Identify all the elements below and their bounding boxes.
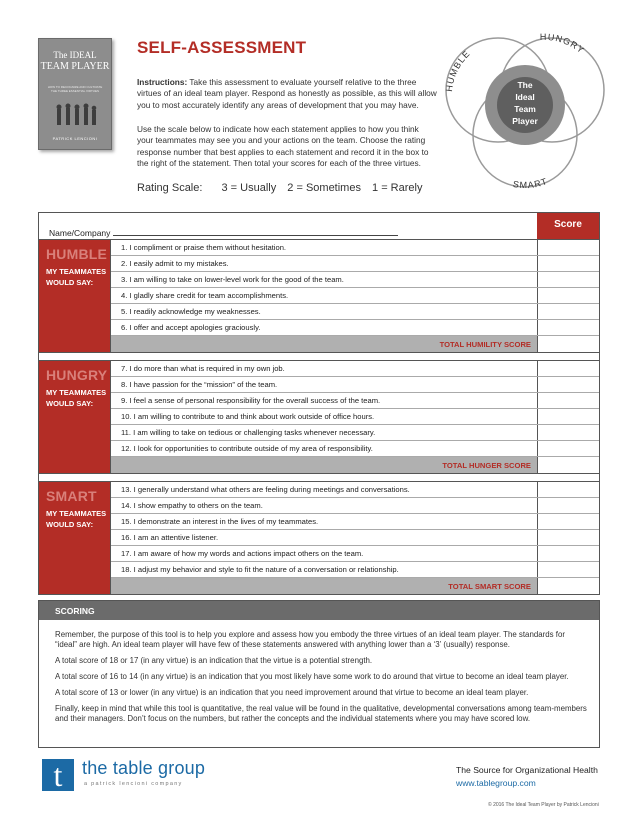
score-box[interactable] [537, 425, 599, 440]
statement-17: 17. I am aware of how my words and actions impact others on the team. [121, 549, 364, 558]
table-row [111, 425, 599, 441]
table-row [111, 393, 599, 409]
section-title-humble: HUMBLE [46, 246, 108, 262]
statement-13: 13. I generally understand what others are feeling during meetings and conversations. [121, 485, 410, 494]
center-label-3: Team [514, 104, 536, 114]
svg-text:HUNGRY [540, 32, 587, 56]
score-box[interactable] [537, 441, 599, 456]
total-score-box-humble[interactable] [537, 336, 599, 352]
logo-name: the table group [82, 758, 206, 778]
table-row [111, 441, 599, 457]
score-box[interactable] [537, 409, 599, 424]
score-box[interactable] [537, 498, 599, 513]
score-box[interactable] [537, 514, 599, 529]
statement-1: 1. I compliment or praise them without hesitation. [121, 243, 287, 252]
page-title: SELF-ASSESSMENT [137, 38, 307, 57]
score-box[interactable] [537, 546, 599, 561]
book-subtitle: HOW TO RECOGNIZE AND CULTIVATE THE THREE ESSENTIAL VIRTUES [47, 85, 103, 93]
score-box[interactable] [537, 256, 599, 271]
book-author: PATRICK LENCIONI [52, 136, 98, 141]
logo-letter: t [53, 759, 63, 791]
book-cover-image [38, 38, 112, 150]
table-row [111, 377, 599, 393]
score-box[interactable] [537, 304, 599, 319]
section-hungry [39, 361, 599, 474]
total-label-hungry: TOTAL HUNGER SCORE [442, 461, 531, 470]
statement-2: 2. I easily admit to my mistakes. [121, 259, 229, 268]
section-gap [39, 353, 599, 361]
svg-text:SMART [512, 176, 549, 190]
table-row [111, 240, 599, 256]
score-header: Score [537, 213, 599, 239]
scoring-heading: SCORING [39, 601, 599, 620]
name-row [39, 213, 599, 240]
scoring-paragraph-4: A total score of 13 or lower (in any virtue) is an indication that you need improvement around that virtue to become an ideal team player. [55, 688, 529, 697]
total-score-box-hungry[interactable] [537, 457, 599, 473]
section-subtitle-smart: MY TEAMMATES WOULD SAY: [46, 509, 107, 529]
table-row [111, 498, 599, 514]
table-row [111, 482, 599, 498]
rating-usually: 3 = Usually [221, 182, 277, 194]
book-title-line1: The IDEAL [53, 50, 97, 60]
rating-scale-label: Rating Scale: [137, 182, 203, 194]
section-label-hungry [39, 361, 111, 473]
section-title-hungry: HUNGRY [46, 367, 108, 383]
hungry-label: HUNGRY [539, 31, 587, 56]
assessment-table [38, 212, 600, 595]
statement-3: 3. I am willing to take on lower-level work for the good of the team. [121, 275, 344, 284]
total-row-smart [111, 578, 599, 594]
scoring-paragraph-1: Remember, the purpose of this tool is to help you explore and assess how you embody the three virtues of an ideal team player. The standards for “ideal” are high. An ideal team player will have few of these statements answered with anything lower than a ‘3’ (usually) response. [55, 630, 565, 649]
scoring-box [38, 600, 600, 748]
instructions-label: Instructions: [137, 77, 188, 87]
statement-7: 7. I do more than what is required in my own job. [121, 364, 285, 373]
statement-8: 8. I have passion for the “mission” of the team. [121, 380, 278, 389]
name-company-line[interactable] [113, 227, 398, 236]
total-label-humble: TOTAL HUMILITY SCORE [439, 340, 531, 349]
section-gap [39, 474, 599, 482]
statement-5: 5. I readily acknowledge my weaknesses. [121, 307, 261, 316]
score-box[interactable] [537, 377, 599, 392]
total-label-smart: TOTAL SMART SCORE [448, 582, 531, 591]
table-group-logo-icon [42, 759, 74, 791]
score-box[interactable] [537, 272, 599, 287]
table-row [111, 409, 599, 425]
smart-label: SMART [512, 175, 550, 191]
table-row [111, 514, 599, 530]
center-label-4: Player [512, 116, 538, 126]
section-smart [39, 482, 599, 594]
footer-copyright: © 2016 The Ideal Team Player by Patrick Lencioni [488, 802, 599, 808]
statement-18: 18. I adjust my behavior and style to fit the nature of a conversation or relationship. [121, 565, 399, 574]
score-box[interactable] [537, 288, 599, 303]
instructions-paragraph [137, 77, 437, 111]
statement-15: 15. I demonstrate an interest in the lives of my teammates. [121, 517, 319, 526]
table-row [111, 272, 599, 288]
total-row-humble [111, 336, 599, 352]
score-box[interactable] [537, 320, 599, 335]
table-row [111, 562, 599, 578]
score-box[interactable] [537, 240, 599, 255]
rating-scale [137, 182, 430, 194]
rating-sometimes: 2 = Sometimes [287, 182, 361, 194]
scale-paragraph: Use the scale below to indicate how each statement applies to how you think your teammates may see you and your actions on the team. Choose the rating response number that best applies to each statement and record it in the box to the right of the statement. Then total your scores for each of the three virtues. [137, 124, 429, 168]
section-subtitle-humble: MY TEAMMATES WOULD SAY: [46, 267, 107, 287]
score-box[interactable] [537, 361, 599, 376]
virtues-venn-diagram [440, 30, 610, 195]
book-title-line2: TEAM PLAYER [40, 61, 110, 72]
table-row [111, 361, 599, 377]
statement-14: 14. I show empathy to others on the team. [121, 501, 263, 510]
center-label-2: Ideal [515, 92, 535, 102]
statement-16: 16. I am an attentive listener. [121, 533, 219, 542]
scoring-paragraph-3: A total score of 16 to 14 (in any virtue) is an indication that you most likely have some work to do around that virtue to become an ideal team player. [55, 672, 569, 681]
score-box[interactable] [537, 393, 599, 408]
table-row [111, 288, 599, 304]
section-label-humble [39, 240, 111, 352]
section-humble [39, 240, 599, 353]
footer-url-link[interactable]: www.tablegroup.com [456, 778, 536, 788]
total-row-hungry [111, 457, 599, 473]
statement-11: 11. I am willing to take on tedious or challenging tasks whenever necessary. [121, 428, 376, 437]
table-row [111, 304, 599, 320]
humble-label: HUMBLE [443, 48, 473, 93]
footer-source: The Source for Organizational Health [456, 765, 598, 775]
scoring-paragraph-5: Finally, keep in mind that while this tool is quantitative, the real value will be found in the qualitative, developmental conversations among team-members and their managers. Don’t focus on the numbers, but rather the concepts and the individual statements where you may have scored low. [55, 704, 587, 723]
center-label-1: The [517, 80, 533, 90]
name-company-field[interactable] [39, 213, 537, 239]
statement-12: 12. I look for opportunities to contribute outside of my area of responsibility. [121, 444, 373, 453]
instructions-text: Take this assessment to evaluate yourself relative to the three virtues of an ideal team player. Respond as honestly as possible, as this will allow you to most accurately identify any areas of development that you may have. [137, 77, 437, 110]
score-box[interactable] [537, 562, 599, 577]
table-row [111, 256, 599, 272]
logo-tagline: a patrick lencioni company [84, 781, 183, 787]
name-company-label: Name/Company [49, 228, 111, 238]
score-box[interactable] [537, 530, 599, 545]
score-box[interactable] [537, 482, 599, 497]
section-subtitle-hungry: MY TEAMMATES WOULD SAY: [46, 388, 107, 408]
svg-text:HUMBLE [444, 48, 472, 92]
statement-10: 10. I am willing to contribute to and think about work outside of office hours. [121, 412, 375, 421]
rating-rarely: 1 = Rarely [372, 182, 423, 194]
statement-4: 4. I gladly share credit for team accomplishments. [121, 291, 289, 300]
statement-6: 6. I offer and accept apologies graciously. [121, 323, 261, 332]
book-figures-illustration [53, 101, 99, 129]
section-title-smart: SMART [46, 488, 97, 504]
table-row [111, 320, 599, 336]
total-score-box-smart[interactable] [537, 578, 599, 594]
scoring-paragraph-2: A total score of 18 or 17 (in any virtue) is an indication that the virtue is a potential strength. [55, 656, 373, 665]
section-label-smart [39, 482, 111, 594]
table-row [111, 546, 599, 562]
statement-9: 9. I feel a sense of personal responsibility for the overall success of the team. [121, 396, 381, 405]
table-row [111, 530, 599, 546]
